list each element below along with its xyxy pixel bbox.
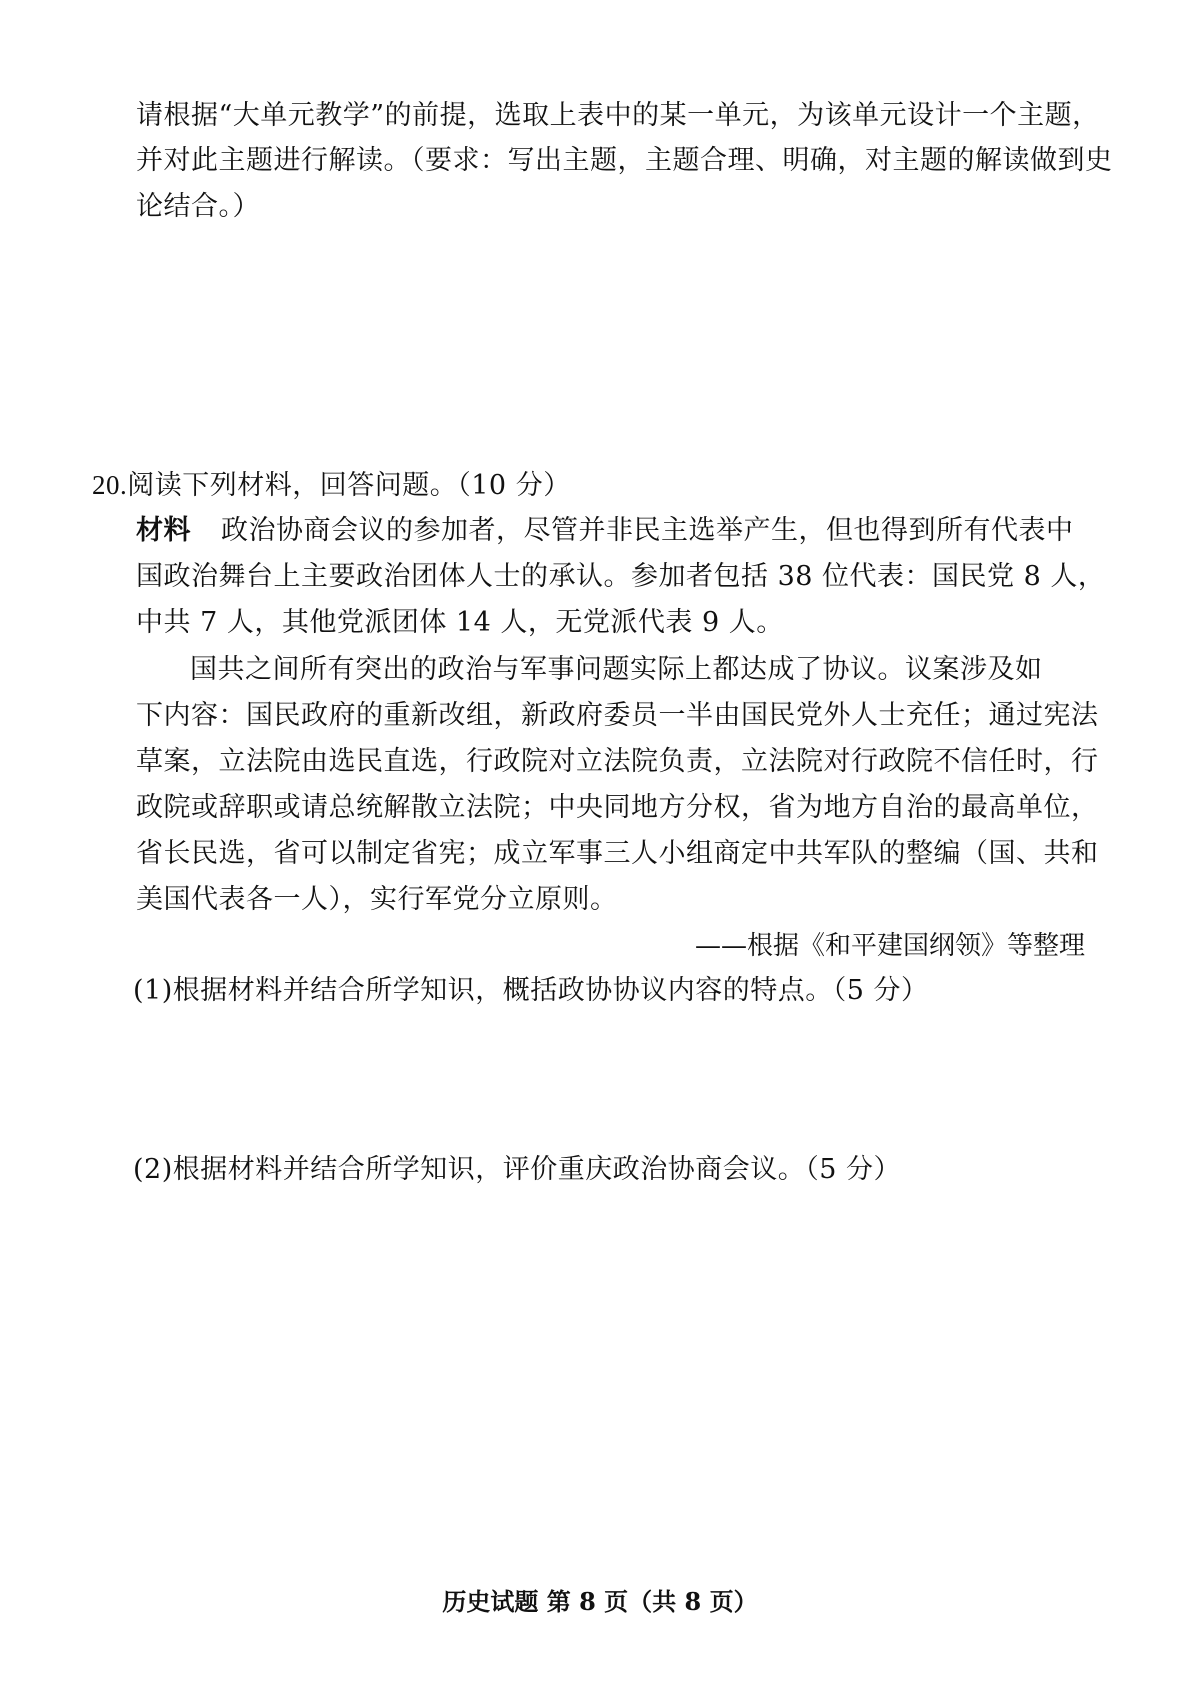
- page-footer: 历史试题 第 8 页（共 8 页）: [442, 1587, 758, 1616]
- material-line-6: 草案，立法院由选民直选，行政院对立法院负责，立法院对行政院不信任时，行: [136, 746, 1099, 777]
- material-line-2: 国政治舞台上主要政治团体人士的承认。参加者包括 38 位代表：国民党 8 人，: [136, 561, 1106, 592]
- material-source: ——根据《和平建国纲领》等整理: [694, 931, 1085, 961]
- question-20-stem: [92, 465, 571, 506]
- question-stem-text: 阅读下列材料，回答问题。（10 分）: [127, 470, 571, 501]
- sub-question-1: (1)根据材料并结合所学知识，概括政协协议内容的特点。（5 分）: [133, 975, 929, 1006]
- material-label: 材料: [136, 515, 191, 546]
- material-line-3: 中共 7 人，其他党派团体 14 人，无党派代表 9 人。: [136, 607, 784, 638]
- prev-question-line-1: 请根据“大单元教学”的前提，选取上表中的某一单元，为该单元设计一个主题，: [136, 100, 1100, 131]
- material-line-9: 美国代表各一人），实行军党分立原则。: [136, 884, 618, 915]
- material-line-5: 下内容：国民政府的重新改组，新政府委员一半由国民党外人士充任；通过宪法: [136, 700, 1099, 731]
- material-line-1: [136, 511, 1074, 551]
- sub-question-2: (2)根据材料并结合所学知识，评价重庆政治协商会议。（5 分）: [133, 1154, 902, 1185]
- material-line-4: 国共之间所有突出的政治与军事问题实际上都达成了协议。议案涉及如: [190, 654, 1043, 685]
- question-number: 20.: [92, 470, 128, 500]
- material-line-8: 省长民选，省可以制定省宪；成立军事三人小组商定中共军队的整编（国、共和: [136, 838, 1099, 869]
- prev-question-line-3: 论结合。）: [136, 191, 260, 222]
- prev-question-line-2: 并对此主题进行解读。（要求：写出主题，主题合理、明确，对主题的解读做到史: [136, 145, 1113, 176]
- material-line-7: 政院或辞职或请总统解散立法院；中央同地方分权，省为地方自治的最高单位，: [136, 792, 1099, 823]
- material-text-1: 政治协商会议的参加者，尽管并非民主选举产生，但也得到所有代表中: [221, 515, 1074, 546]
